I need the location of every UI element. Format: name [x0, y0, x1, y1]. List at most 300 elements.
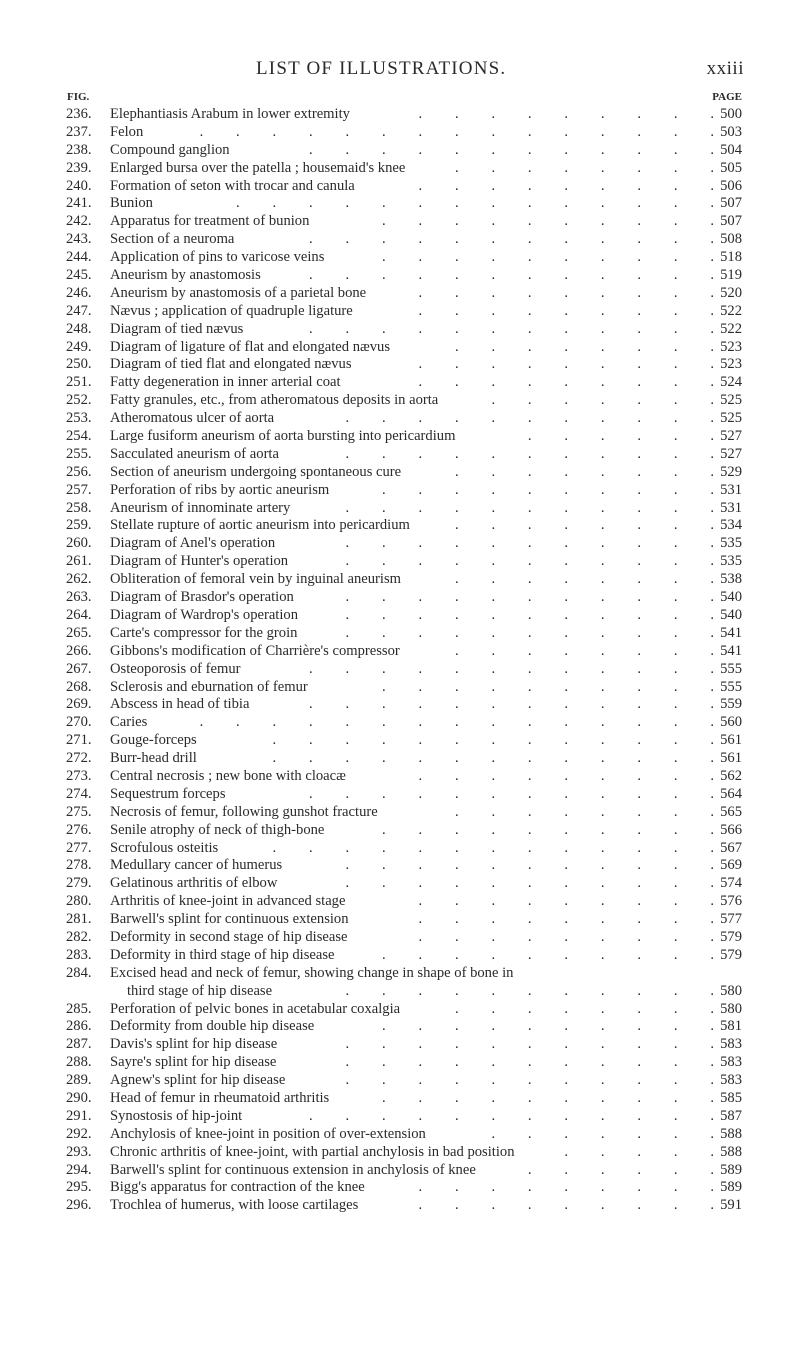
list-item: [0, 249, 800, 267]
page-reference: 562: [720, 767, 742, 784]
leader-dots: . . . . . .: [527, 1161, 714, 1178]
page-reference: 535: [720, 553, 742, 570]
figure-caption: Trochlea of humerus, with loose cartilages: [110, 1197, 359, 1214]
leader-dots: . . . . . . . . . .: [381, 1018, 714, 1035]
list-item: [0, 1018, 800, 1036]
figure-number: 250.: [66, 356, 92, 373]
figure-number: 294.: [66, 1161, 92, 1178]
page-reference: 541: [720, 624, 742, 641]
figure-caption: Diagram of tied flat and elongated nævus: [110, 356, 352, 373]
leader-dots: . . . . . . .: [491, 1125, 714, 1142]
page-reference: 504: [720, 141, 742, 158]
list-item: [0, 965, 800, 983]
figure-number: 289.: [66, 1072, 92, 1089]
leader-dots: . . . . . . . . .: [418, 284, 714, 301]
figure-caption: Carte's compressor for the groin: [110, 624, 298, 641]
figure-number: 255.: [66, 445, 92, 462]
list-item: [0, 124, 800, 142]
page-reference: 527: [720, 428, 742, 445]
page-reference: 583: [720, 1072, 742, 1089]
leader-dots: . . . . . . . . . .: [381, 249, 714, 266]
list-item: [0, 893, 800, 911]
page-reference: 555: [720, 678, 742, 695]
list-item: [0, 750, 800, 768]
figure-caption: Head of femur in rheumatoid arthritis: [110, 1089, 330, 1106]
page-reference: 531: [720, 499, 742, 516]
page-reference: 567: [720, 839, 742, 856]
list-item: [0, 1197, 800, 1215]
list-item: [0, 911, 800, 929]
leader-dots: . . . . . .: [527, 428, 714, 445]
leader-dots: . . . . . . . . . . . . .: [272, 732, 714, 749]
leader-dots: . . . . . . . . . . .: [345, 606, 714, 623]
list-item: [0, 840, 800, 858]
list-item: [0, 500, 800, 518]
list-item: [0, 1108, 800, 1126]
figure-caption: Burr-head drill: [110, 750, 197, 767]
list-item: [0, 571, 800, 589]
figure-number: 257.: [66, 481, 92, 498]
leader-dots: . . . . . . . . . . .: [345, 1036, 714, 1053]
leader-dots: . . . . . . . . . . . .: [309, 141, 714, 158]
leader-dots: . . . . . . . . .: [418, 177, 714, 194]
list-item: [0, 267, 800, 285]
figure-caption: Sacculated aneurism of aorta: [110, 445, 279, 462]
figure-caption: Formation of seton with trocar and canula: [110, 177, 355, 194]
figure-number: 260.: [66, 535, 92, 552]
leader-dots: . . . . . . . . . . .: [345, 1072, 714, 1089]
page-reference: 561: [720, 750, 742, 767]
list-item: [0, 392, 800, 410]
list-item: [0, 732, 800, 750]
figure-number: 261.: [66, 553, 92, 570]
figure-caption: Chronic arthritis of knee-joint, with partial anchylosis in bad position: [110, 1143, 515, 1160]
leader-dots: . . . . . . . . .: [418, 1179, 714, 1196]
list-item: [0, 875, 800, 893]
list-item: [0, 213, 800, 231]
figure-number: 247.: [66, 302, 92, 319]
figure-caption: Abscess in head of tibia: [110, 696, 250, 713]
list-item: [0, 178, 800, 196]
figure-caption: Gibbons's modification of Charrière's compressor: [110, 642, 400, 659]
figure-caption: Fatty degeneration in inner arterial coat: [110, 374, 341, 391]
figure-caption: Section of aneurism undergoing spontaneous cure: [110, 463, 402, 480]
figure-caption: Bigg's apparatus for contraction of the knee: [110, 1179, 365, 1196]
figure-number: 286.: [66, 1018, 92, 1035]
page-reference: 525: [720, 392, 742, 409]
page-reference: 589: [720, 1179, 742, 1196]
illustration-list: [0, 106, 800, 1215]
figure-number: 282.: [66, 928, 92, 945]
page-reference: 527: [720, 445, 742, 462]
figure-number: 288.: [66, 1054, 92, 1071]
list-item: [0, 1072, 800, 1090]
figure-caption: Diagram of Hunter's operation: [110, 553, 289, 570]
list-item: [0, 285, 800, 303]
figure-number: 293.: [66, 1143, 92, 1160]
page-reference: 540: [720, 589, 742, 606]
list-item: [0, 106, 800, 124]
figure-caption: Sclerosis and eburnation of femur: [110, 678, 308, 695]
figure-caption: Scrofulous osteitis: [110, 839, 219, 856]
page-reference: 518: [720, 249, 742, 266]
leader-dots: . . . . . . . . . . . .: [309, 320, 714, 337]
leader-dots: . . . . . . . . . . . . . .: [236, 195, 714, 212]
figure-caption: Nævus ; application of quadruple ligature: [110, 302, 353, 319]
figure-number: 243.: [66, 231, 92, 248]
list-item: [0, 714, 800, 732]
figure-caption: Felon: [110, 123, 144, 140]
figure-number: 290.: [66, 1089, 92, 1106]
figure-number: 263.: [66, 589, 92, 606]
leader-dots: . . . . . . . .: [454, 571, 714, 588]
page-reference: 525: [720, 410, 742, 427]
list-item: [0, 607, 800, 625]
figure-number: 262.: [66, 571, 92, 588]
figure-number: 239.: [66, 159, 92, 176]
leader-dots: . . . . . . . . . . .: [345, 1054, 714, 1071]
page-reference: 503: [720, 123, 742, 140]
list-item: [0, 142, 800, 160]
leader-dots: . . . . . . . .: [454, 1000, 714, 1017]
list-item: [0, 696, 800, 714]
list-item: [0, 1054, 800, 1072]
figure-caption: Deformity in second stage of hip disease: [110, 928, 348, 945]
figure-number: 256.: [66, 463, 92, 480]
leader-dots: . . . . . . . . . . . .: [309, 660, 714, 677]
leader-dots: . . . . . . . . . . . . .: [272, 750, 714, 767]
leader-dots: . . . . . . . . . . .: [345, 499, 714, 516]
page-reference: 580: [720, 982, 742, 999]
leader-dots: . . . . . . . . . . .: [345, 624, 714, 641]
leader-dots: . . . . . . . . . . .: [345, 553, 714, 570]
list-item: [0, 231, 800, 249]
figure-number: 273.: [66, 767, 92, 784]
list-item: [0, 1162, 800, 1180]
figure-number: 241.: [66, 195, 92, 212]
figure-number: 287.: [66, 1036, 92, 1053]
page-reference: 580: [720, 1000, 742, 1017]
figure-number: 264.: [66, 606, 92, 623]
figure-caption: Gouge-forceps: [110, 732, 197, 749]
leader-dots: . . . . . . . . .: [418, 106, 714, 122]
figure-caption: Necrosis of femur, following gunshot fracture: [110, 803, 378, 820]
figure-number: 258.: [66, 499, 92, 516]
page-reference: 524: [720, 374, 742, 391]
leader-dots: . . . . . . . . . .: [381, 213, 714, 230]
leader-dots: . . . . . . . . .: [418, 893, 714, 910]
figure-caption: Elephantiasis Arabum in lower extremity: [110, 106, 350, 122]
leader-dots: . . . . . . . . . . .: [345, 445, 714, 462]
page-reference: 579: [720, 928, 742, 945]
leader-dots: . . . . . . .: [491, 392, 714, 409]
page-reference: 507: [720, 213, 742, 230]
figure-number: 285.: [66, 1000, 92, 1017]
page-reference: 505: [720, 159, 742, 176]
leader-dots: . . . . . . . . . . .: [345, 982, 714, 999]
figure-number: 292.: [66, 1125, 92, 1142]
page-reference: 565: [720, 803, 742, 820]
figure-number: 248.: [66, 320, 92, 337]
figure-caption: Senile atrophy of neck of thigh-bone: [110, 821, 325, 838]
figure-caption: Sayre's splint for hip disease: [110, 1054, 277, 1071]
page-reference: 585: [720, 1089, 742, 1106]
figure-caption: Enlarged bursa over the patella ; housemaid's knee: [110, 159, 406, 176]
figure-caption: Medullary cancer of humerus: [110, 857, 283, 874]
figure-number: 280.: [66, 893, 92, 910]
list-item: [0, 1090, 800, 1108]
leader-dots: . . . . . . . . .: [418, 374, 714, 391]
figure-number: 251.: [66, 374, 92, 391]
list-item: [0, 553, 800, 571]
leader-dots: . . . . . . . .: [454, 642, 714, 659]
leader-dots: . . . . . . . . . . . . . . .: [199, 714, 714, 731]
figure-caption: Perforation of ribs by aortic aneurism: [110, 481, 330, 498]
figure-caption: Aneurism of innominate artery: [110, 499, 291, 516]
leader-dots: . . . . .: [564, 1143, 714, 1160]
list-item-continuation: [0, 983, 800, 1001]
list-item: [0, 339, 800, 357]
list-item: [0, 643, 800, 661]
leader-dots: . . . . . . . . . . . . .: [272, 839, 714, 856]
leader-dots: . . . . . . . . . . .: [345, 875, 714, 892]
figure-number: 283.: [66, 946, 92, 963]
figure-caption: Obliteration of femoral vein by inguinal aneurism: [110, 571, 401, 588]
figure-number: 267.: [66, 660, 92, 677]
figure-number: 270.: [66, 714, 92, 731]
leader-dots: . . . . . . . . .: [418, 302, 714, 319]
page-reference: 564: [720, 785, 742, 802]
page-reference: 507: [720, 195, 742, 212]
page-reference: 540: [720, 606, 742, 623]
leader-dots: . . . . . . . .: [454, 517, 714, 534]
page-reference: 577: [720, 911, 742, 928]
list-item: [0, 661, 800, 679]
figure-caption: Application of pins to varicose veins: [110, 249, 325, 266]
list-item: [0, 410, 800, 428]
list-item: [0, 857, 800, 875]
figure-caption: Section of a neuroma: [110, 231, 235, 248]
list-item: [0, 374, 800, 392]
list-item: [0, 517, 800, 535]
figure-number: 296.: [66, 1197, 92, 1214]
list-item: [0, 160, 800, 178]
page-reference: 531: [720, 481, 742, 498]
page-reference: 581: [720, 1018, 742, 1035]
figure-number: 279.: [66, 875, 92, 892]
page-reference: 559: [720, 696, 742, 713]
leader-dots: . . . . . . . .: [454, 338, 714, 355]
page-reference: 576: [720, 893, 742, 910]
leader-dots: . . . . . . . . . .: [381, 1089, 714, 1106]
figure-caption: Anchylosis of knee-joint in position of over-extension: [110, 1125, 426, 1142]
page-reference: 569: [720, 857, 742, 874]
list-item: [0, 195, 800, 213]
figure-caption: Aneurism by anastomosis of a parietal bone: [110, 284, 367, 301]
page-reference: 579: [720, 946, 742, 963]
figure-number: 265.: [66, 624, 92, 641]
figure-caption: Compound ganglion: [110, 141, 230, 158]
figure-caption: Barwell's splint for continuous extension in anchylosis of knee: [110, 1161, 476, 1178]
page-reference: 522: [720, 320, 742, 337]
list-item: [0, 589, 800, 607]
page-reference: 523: [720, 356, 742, 373]
leader-dots: . . . . . . . . . .: [381, 481, 714, 498]
figure-caption-continued: third stage of hip disease: [127, 982, 273, 999]
figure-caption: Synostosis of hip-joint: [110, 1107, 243, 1124]
figure-number: 240.: [66, 177, 92, 194]
figure-number: 295.: [66, 1179, 92, 1196]
leader-dots: . . . . . . . . . . . .: [309, 231, 714, 248]
page-reference: 587: [720, 1107, 742, 1124]
figure-number: 252.: [66, 392, 92, 409]
list-item: [0, 428, 800, 446]
list-item: [0, 804, 800, 822]
figure-number: 272.: [66, 750, 92, 767]
page-reference: 555: [720, 660, 742, 677]
leader-dots: . . . . . . . . . . .: [345, 589, 714, 606]
figure-caption: Aneurism by anastomosis: [110, 267, 261, 284]
leader-dots: . . . . . . . . .: [418, 1197, 714, 1214]
figure-number: 268.: [66, 678, 92, 695]
figure-caption: Diagram of Anel's operation: [110, 535, 276, 552]
figure-number: 284.: [66, 964, 92, 981]
figure-number: 259.: [66, 517, 92, 534]
figure-caption: Davis's splint for hip disease: [110, 1036, 278, 1053]
leader-dots: . . . . . . . . .: [418, 356, 714, 373]
leader-dots: . . . . . . . .: [454, 159, 714, 176]
page-reference: 519: [720, 267, 742, 284]
figure-caption: Central necrosis ; new bone with cloacæ: [110, 767, 346, 784]
figure-number: 237.: [66, 123, 92, 140]
page-reference: 583: [720, 1054, 742, 1071]
list-item: [0, 1144, 800, 1162]
figure-number: 236.: [66, 106, 92, 122]
column-headings: [0, 91, 800, 105]
list-item: [0, 1179, 800, 1197]
list-item: [0, 786, 800, 804]
list-item: [0, 1126, 800, 1144]
figure-number: 254.: [66, 428, 92, 445]
figure-number: 238.: [66, 141, 92, 158]
list-item: [0, 679, 800, 697]
figure-caption: Fatty granules, etc., from atheromatous deposits in aorta: [110, 392, 439, 409]
fig-column-heading: FIG.: [67, 91, 90, 103]
leader-dots: . . . . . . . .: [454, 463, 714, 480]
list-item: [0, 464, 800, 482]
leader-dots: . . . . . . . . . . . .: [309, 1107, 714, 1124]
page-number: xxiii: [706, 58, 744, 79]
figure-caption: Deformity in third stage of hip disease: [110, 946, 335, 963]
list-item: [0, 535, 800, 553]
figure-number: 274.: [66, 785, 92, 802]
page-reference: 529: [720, 463, 742, 480]
page-reference: 508: [720, 231, 742, 248]
page-reference: 561: [720, 732, 742, 749]
list-item: [0, 929, 800, 947]
figure-number: 249.: [66, 338, 92, 355]
leader-dots: . . . . . . . . . .: [381, 946, 714, 963]
page-reference: 588: [720, 1143, 742, 1160]
figure-caption: Diagram of Brasdor's operation: [110, 589, 294, 606]
page-reference: 523: [720, 338, 742, 355]
list-item: [0, 321, 800, 339]
figure-caption: Apparatus for treatment of bunion: [110, 213, 310, 230]
leader-dots: . . . . . . . .: [454, 803, 714, 820]
list-item: [0, 625, 800, 643]
figure-number: 291.: [66, 1107, 92, 1124]
page-reference: 566: [720, 821, 742, 838]
running-title: LIST OF ILLUSTRATIONS.: [256, 58, 507, 79]
list-item: [0, 303, 800, 321]
leader-dots: . . . . . . . . .: [418, 928, 714, 945]
figure-number: 271.: [66, 732, 92, 749]
figure-number: 278.: [66, 857, 92, 874]
page-reference: 500: [720, 106, 742, 122]
figure-caption: Gelatinous arthritis of elbow: [110, 875, 278, 892]
page-reference: 534: [720, 517, 742, 534]
list-item: [0, 356, 800, 374]
page-reference: 560: [720, 714, 742, 731]
page-reference: 522: [720, 302, 742, 319]
leader-dots: . . . . . . . . . .: [381, 821, 714, 838]
leader-dots: . . . . . . . . . . .: [345, 857, 714, 874]
leader-dots: . . . . . . . . . . . .: [309, 785, 714, 802]
running-header: [0, 58, 800, 82]
leader-dots: . . . . . . . . . . .: [345, 410, 714, 427]
leader-dots: . . . . . . . . . . . . . . .: [199, 123, 714, 140]
figure-number: 246.: [66, 284, 92, 301]
leader-dots: . . . . . . . . . . .: [345, 535, 714, 552]
list-item: [0, 446, 800, 464]
list-item: [0, 947, 800, 965]
figure-caption: Barwell's splint for continuous extension: [110, 911, 349, 928]
figure-number: 276.: [66, 821, 92, 838]
page-reference: 506: [720, 177, 742, 194]
figure-caption: Agnew's splint for hip disease: [110, 1072, 286, 1089]
leader-dots: . . . . . . . . .: [418, 911, 714, 928]
leader-dots: . . . . . . . . . .: [381, 678, 714, 695]
figure-caption: Caries: [110, 714, 148, 731]
figure-caption: Large fusiform aneurism of aorta bursting into pericardium: [110, 428, 456, 445]
figure-caption: Perforation of pelvic bones in acetabular coxalgia: [110, 1000, 401, 1017]
figure-caption: Sequestrum forceps: [110, 785, 226, 802]
page-reference: 591: [720, 1197, 742, 1214]
page-reference: 589: [720, 1161, 742, 1178]
figure-caption: Diagram of tied nævus: [110, 320, 244, 337]
figure-caption: Arthritis of knee-joint in advanced stage: [110, 893, 346, 910]
leader-dots: . . . . . . . . . . . .: [309, 696, 714, 713]
figure-number: 266.: [66, 642, 92, 659]
page-reference: 541: [720, 642, 742, 659]
figure-caption: Diagram of Wardrop's operation: [110, 606, 299, 623]
page-reference: 535: [720, 535, 742, 552]
figure-number: 242.: [66, 213, 92, 230]
figure-number: 253.: [66, 410, 92, 427]
page-reference: 583: [720, 1036, 742, 1053]
page-reference: 538: [720, 571, 742, 588]
list-item: [0, 822, 800, 840]
figure-caption: Diagram of ligature of flat and elongated nævus: [110, 338, 391, 355]
list-item: [0, 1001, 800, 1019]
figure-caption: Deformity from double hip disease: [110, 1018, 315, 1035]
leader-dots: . . . . . . . . .: [418, 767, 714, 784]
figure-number: 245.: [66, 267, 92, 284]
figure-caption: Stellate rupture of aortic aneurism into pericardium: [110, 517, 410, 534]
figure-number: 281.: [66, 911, 92, 928]
figure-caption: Bunion: [110, 195, 153, 212]
figure-number: 275.: [66, 803, 92, 820]
